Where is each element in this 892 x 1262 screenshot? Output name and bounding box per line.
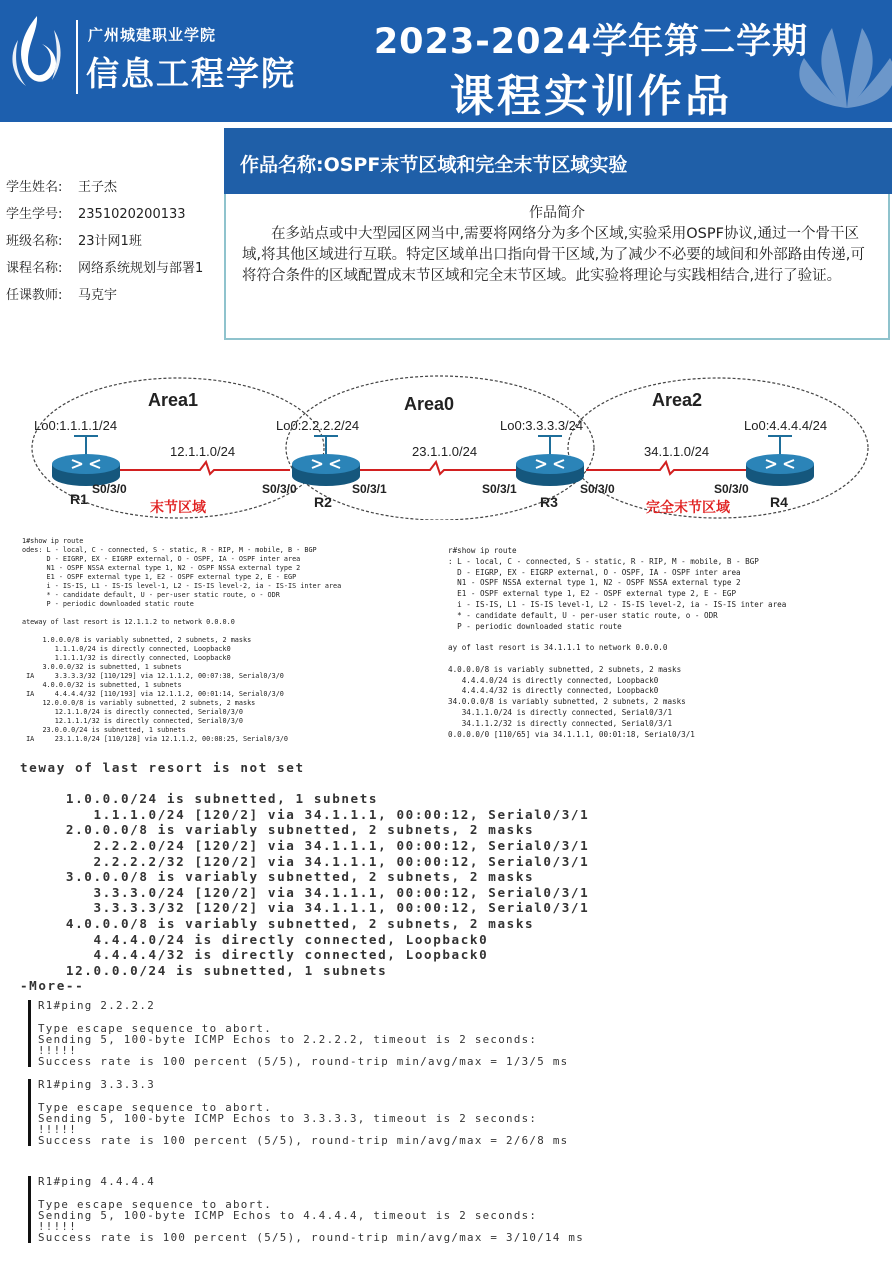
info-value: 王子杰 [78,180,118,195]
r4-route-table: r#show ip route : L - local, C - connected, S - static, R - RIP, M - mobile, B - BGP D - EIGRP, EX - EIGRP external, O - OSPF, IA - OSPF inter area N1 - OSPF NSSA external type 1, N2 - OSPF NSSA external type 2 E1 - OSPF external type 1, E2 - OSPF external type 2, E - EGP i - IS-IS, L1 - IS-IS level-1, L2 - IS-IS level-2, ia - IS-IS inter area * - candidate default, U - per-user static route, o - ODR P - periodic downloaded static route ay of last resort is 34.1.1.1 to network 0.0.0.0 4.0.0.0/8 is variably subnetted, 2 subnets, 2 masks 4.4.4.0/24 is directly connected, Loopback0 4.4.4.4/32 is directly connected, Loopback0 34.0.0.0/8 is variably subnetted, 2 subnets, 2 masks 34.1.1.0/24 is directly connected, Serial0/3/1 34.1.1.2/32 is directly connected, Serial0/3/1 0.0.0.0/0 [110/65] via 34.1.1.1, 00:01:18, Serial0/3/1 [448,546,787,739]
class-name-row [6,230,142,249]
link-12-label: 12.1.1.0/24 [170,444,236,459]
r1-label: R1 [70,491,88,507]
r3-s0-3-1: S0/3/1 [482,482,517,496]
r3-s0-3-0: S0/3/0 [580,482,615,496]
r1-s0-3-0: S0/3/0 [92,482,127,496]
ping-block-3 [28,1176,584,1243]
college-name: 信息工程学院 [86,54,296,93]
r2-s0-3-1: S0/3/1 [352,482,387,496]
teacher-row [6,284,117,303]
ping-command: R1#ping 4.4.4.4 [38,1175,156,1188]
r3-label: R3 [540,494,558,510]
intro-body: 在多站点或中大型园区网当中,需要将网络分为多个区域,实验采用OSPF协议,通过一个骨干区域,将其他区域进行互联。特定区域单出口指向骨干区域,为了减少不必要的域间和外部路由传递,可将符合条件的区域配置成末节区域和完全末节区域。此实验将理论与实践相结合,进行了验证。 [242,226,865,284]
intro-box [224,194,890,340]
student-name-row [6,176,117,195]
r1-route-table: 1#show ip route odes: L - local, C - connected, S - static, R - RIP, M - mobile, B - BGP D - EIGRP, EX - EIGRP external, O - OSPF, IA - OSPF inter area N1 - OSPF NSSA external type 1, N2 - OSPF NSSA external type 2 E1 - OSPF external type 1, E2 - OSPF external type 2, E - EGP i - IS-IS, L1 - IS-IS level-1, L2 - IS-IS level-2, ia - IS-IS inter area * - candidate default, U - per-user static route, o - ODR P - periodic downloaded static route ateway of last resort is 12.1.1.2 to network 0.0.0.0 1.0.0.0/8 is variably subnetted, 2 subnets, 2 masks 1.1.1.0/24 is directly connected, Loopback0 1.1.1.1/32 is directly connected, Loopback0 3.0.0.0/32 is subnetted, 1 subnets IA 3.3.3.3/32 [110/129] via 12.1.1.2, 00:07:38, Serial0/3/0 4.0.0.0/32 is subnetted, 1 subnets IA 4.4.4.4/32 [110/193] via 12.1.1.2, 00:01:14, Serial0/3/0 12.0.0.0/8 is variably subnetted, 2 subnets, 2 masks 12.1.1.0/24 is directly connected, Serial0/3/0 12.1.1.1/32 is directly connected, Serial0/3/0 23.0.0.0/24 is subnetted, 1 subnets IA 23.1.1.0/24 [110/128] via 12.1.1.2, 00:08:25, Serial0/3/0 [22,537,342,743]
work-title-bar [224,128,892,194]
info-label: 任课教师: [6,288,63,303]
r2-s0-3-0: S0/3/0 [262,482,297,496]
r4-s0-3-0: S0/3/0 [714,482,749,496]
lotus-decoration-icon [792,8,892,118]
header-banner [0,0,892,122]
school-name: 广州城建职业学院 [88,26,217,44]
info-value: 马克宇 [78,288,118,303]
r4-label: R4 [770,494,788,510]
info-label: 学生学号: [6,207,63,222]
rip-route-table: teway of last resort is not set 1.0.0.0/24 is subnetted, 1 subnets 1.1.1.0/24 [120/2] via 34.1.1.1, 00:00:12, Serial0/3/1 2.0.0.0/8 is variably subnetted, 2 subnets, 2 masks 2.2.2.0/24 [120/2] via 34.1.1.1, 00:00:12, Serial0/3/1 2.2.2.2/32 [120/2] via 34.1.1.1, 00:00:12, Serial0/3/1 3.0.0.0/8 is variably subnetted, 2 subnets, 2 masks 3.3.3.0/24 [120/2] via 34.1.1.1, 00:00:12, Serial0/3/1 3.3.3.3/32 [120/2] via 34.1.1.1, 00:00:12, Serial0/3/1 4.0.0.0/8 is variably subnetted, 2 subnets, 2 masks 4.4.4.0/24 is directly connected, Loopback0 4.4.4.4/32 is directly connected, Loopback0 12.0.0.0/24 is subnetted, 1 subnets -More-- [20,760,590,994]
r2-label: R2 [314,494,332,510]
work-type-title: 课程实训作品 [450,71,732,122]
info-value: 23计网1班 [78,234,142,249]
info-value: 网络系统规划与部署1 [78,261,204,276]
info-value: 2351020200133 [78,207,186,222]
r3-loopback: Lo0:3.3.3.3/24 [500,418,584,433]
term-title: 2023-2024学年第二学期 [373,22,809,62]
info-label: 班级名称: [6,234,63,249]
link-r3-r4 [586,462,746,474]
work-title: 作品名称:OSPF末节区域和完全末节区域实验 [240,154,628,176]
area1-label: Area1 [148,390,199,410]
link-34-label: 34.1.1.0/24 [644,444,710,459]
router-r2-icon [292,454,360,486]
ping-output: Type escape sequence to abort. Sending 5, 100-byte ICMP Echos to 2.2.2.2, timeout is 2 seconds: !!!!! Success rate is 100 percent (5/5), round-trip min/avg/max = 1/3/5 ms [38,1022,569,1068]
info-label: 学生姓名: [6,180,63,195]
link-23-label: 23.1.1.0/24 [412,444,478,459]
college-logo-icon [8,10,66,94]
info-label: 课程名称: [6,261,63,276]
ping-output: Type escape sequence to abort. Sending 5, 100-byte ICMP Echos to 3.3.3.3, timeout is 2 seconds: !!!!! Success rate is 100 percent (5/5), round-trip min/avg/max = 2/6/8 ms [38,1101,569,1147]
link-r2-r3 [360,462,516,474]
student-id-row [6,203,186,222]
area2-label: Area2 [652,390,703,410]
ping-block-2 [28,1079,568,1146]
ping-command: R1#ping 3.3.3.3 [38,1078,156,1091]
ping-block-1 [28,1000,568,1067]
intro-heading: 作品简介 [529,205,585,221]
course-name-row [6,257,203,276]
r1-loopback: Lo0:1.1.1.1/24 [34,418,118,433]
total-stub-area-label: 完全末节区域 [646,499,730,515]
router-r4-icon [746,454,814,486]
link-r1-r2 [120,462,290,474]
area2-ellipse [568,378,868,518]
network-topology-diagram [0,360,892,520]
stub-area-label: 末节区域 [150,499,206,515]
area0-label: Area0 [404,394,455,414]
r4-loopback: Lo0:4.4.4.4/24 [744,418,828,433]
router-r3-icon [516,454,584,486]
ping-command: R1#ping 2.2.2.2 [38,999,156,1012]
ping-output: Type escape sequence to abort. Sending 5, 100-byte ICMP Echos to 4.4.4.4, timeout is 2 seconds: !!!!! Success rate is 100 percent (5/5), round-trip min/avg/max = 3/10/14 ms [38,1198,585,1244]
r2-loopback: Lo0:2.2.2.2/24 [276,418,360,433]
